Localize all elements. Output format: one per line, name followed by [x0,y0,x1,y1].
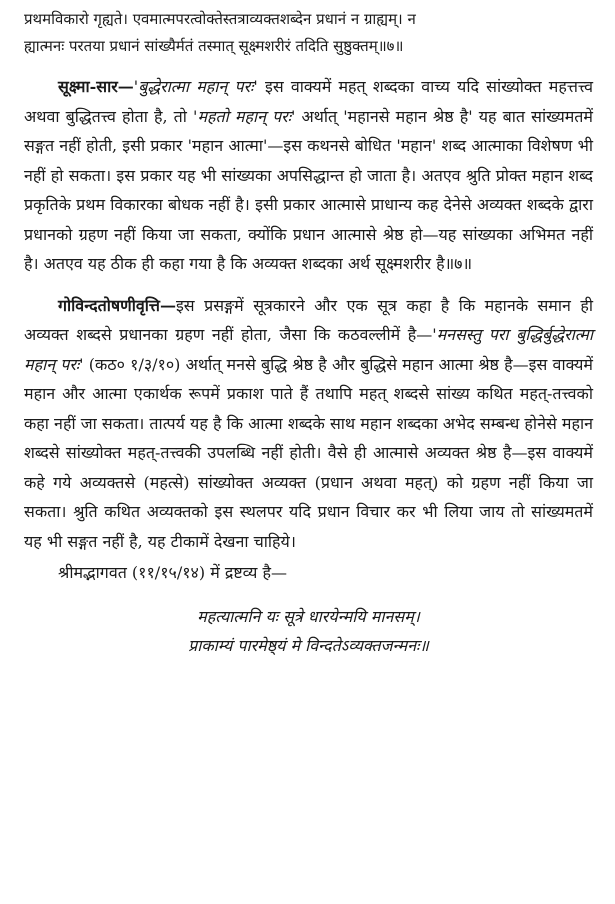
intro-line-2: ह्यात्मनः परतया प्रधानं सांख्यैर्मतं तस्मात् सूक्ष्मशरीरं तदिति सुष्ठुक्तम्॥७॥ [24,37,404,55]
paragraph-text: इस वाक्यमें महत् शब्दका वाच्य यदि सांख्योक्त महत्तत्त्व अथवा बुद्धितत्त्व होता है, तो [24,77,593,126]
sukshma-sara-paragraph [24,72,593,279]
paragraph-text: इस प्रसङ्गमें सूत्रकारने और एक सूत्र कहा है कि महानके समान ही अव्यक्त शब्दसे प्रधानका ग्रहण नहीं होता, जैसा कि कठवल्लीमें है— [24,295,593,344]
intro-line-1: प्रथमविकारो गृह्यते। एवमात्मपरत्वोक्तेस्तत्राव्यक्तशब्देन प्रधानं न ग्राह्यम्। न [24,10,416,28]
intro-paragraph [24,6,593,60]
quote-manasastu: 'मनसस्तु परा बुद्धिर्बुद्धेरात्मा महान् परः' [24,325,593,374]
paragraph-text: अर्थात् 'महानसे महान श्रेष्ठ है' यह बात सांख्यमतमें सङ्गत नहीं होती, इसी प्रकार 'महान आत्मा'—इस कथनसे बोधित 'महान' शब्द आत्माका विशेषण भी नहीं हो सकता। इस प्रकार यह भी सांख्यका अपसिद्धान्त हो जाता है। अतएव श्रुति प्रोक्त महान शब्द प्रकृतिके प्रथम विकारका बोधक नहीं है। इसी प्रकार आत्मासे प्राधान्य कह देनेसे अव्यक्त शब्दके द्वारा प्रधानको ग्रहण नहीं किया जा सकता, क्योंकि प्रधान आत्मासे श्रेष्ठ हो—यह सांख्यका अभिमत नहीं है। अतएव यह ठीक ही कहा गया है कि अव्यक्त शब्दका अर्थ सूक्ष्मशरीर है॥७॥ [24,106,593,273]
verse-line-1: महत्यात्मनि यः सूत्रे धारयेन्मयि मानसम्। [197,606,420,626]
section-heading-sukshma-sara: सूक्ष्मा-सार— [58,77,134,96]
verse-block [24,602,593,660]
quote-mahato-mahan: 'महतो महान् परः' [193,106,296,126]
bhagavata-reference: श्रीमद्भागवत (११/१५/१४) में द्रष्टव्य है— [58,563,288,582]
paragraph-text: (कठ० १/३/१०) अर्थात् मनसे बुद्धि श्रेष्ठ है और बुद्धिसे महान आत्मा श्रेष्ठ है—इस वाक्यमें महान और आत्मा एकार्थक रूपमें प्रकाश पाते हैं तथापि महत् शब्दसे सांख्य कथित महत्-तत्त्वको कहा नहीं जा सकता। तात्पर्य यह है कि आत्मा शब्दके साथ महान शब्दका अभेद सम्बन्ध होनेसे महान शब्दसे सांख्योक्त महत्-तत्त्वकी उपलब्धि नहीं होती। वैसे ही आत्मासे अव्यक्त श्रेष्ठ है—इस वाक्यमें कहे गये अव्यक्तसे (महत्से) सांख्योक्त अव्यक्त (प्रधान अथवा महत्) को ग्रहण नहीं किया जा सकता। श्रुति कथित अव्यक्तको इस स्थलपर यदि प्रधान विचार कर भी लिया जाय तो सांख्यमतमें यह भी सङ्गत नहीं है, यह टीकामें देखना चाहिये। [24,354,594,551]
quote-buddheratma: 'बुद्धेरात्मा महान् परः' [133,77,258,96]
govinda-toshani-paragraph [24,291,593,557]
verse-line-2: प्राकाम्यं पारमेष्ठ्यं मे विन्दतेऽव्यक्तजन्मनः॥ [188,635,429,655]
section-heading-govinda-toshani: गोविन्दतोषणीवृत्ति— [58,295,176,315]
